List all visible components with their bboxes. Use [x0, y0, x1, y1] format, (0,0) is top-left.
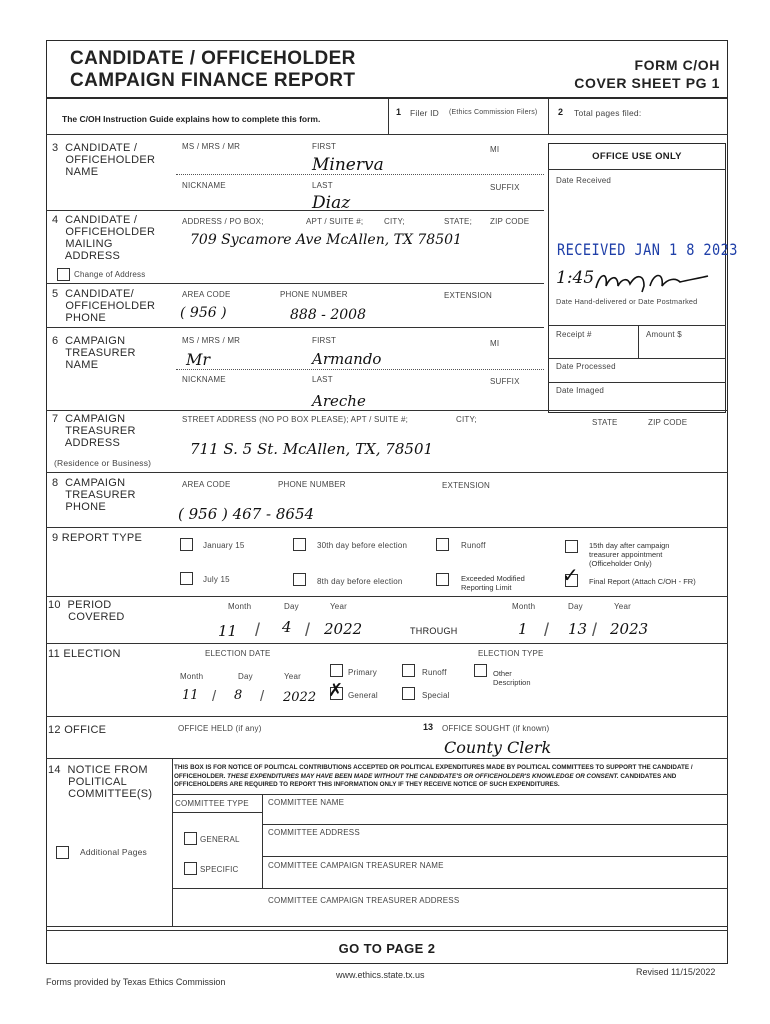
treasurer-title: Mr [186, 350, 211, 369]
s3-first-label: FIRST [312, 142, 337, 151]
divider [46, 758, 728, 759]
received-stamp: RECEIVED JAN 1 8 2023 [557, 240, 738, 259]
divider [46, 283, 544, 284]
committee-treasurer-address-label: COMMITTEE CAMPAIGN TREASURER ADDRESS [268, 896, 460, 905]
period-to-month: 1 [518, 620, 528, 638]
s8-area-label: AREA CODE [182, 480, 231, 489]
election-primary-checkbox[interactable] [330, 664, 343, 677]
committee-notice [174, 764, 720, 790]
section-10-label: 10 PERIOD COVERED [48, 599, 125, 623]
committee-specific-label: SPECIFIC [200, 865, 239, 874]
divider [548, 358, 726, 359]
divider [46, 716, 728, 717]
committee-general-checkbox[interactable] [184, 832, 197, 845]
s6-first-label: FIRST [312, 336, 337, 345]
election-day-label: Day [238, 672, 253, 681]
divider [548, 169, 726, 170]
report-july-15-checkbox[interactable] [180, 572, 193, 585]
s5-phone-label: PHONE NUMBER [280, 290, 348, 299]
candidate-last-name: Diaz [312, 193, 351, 213]
s4-apt-label: APT / SUITE #; [306, 217, 364, 226]
divider [46, 926, 728, 927]
filer-id-num: 1 [396, 107, 402, 117]
office-held-label: OFFICE HELD (if any) [178, 724, 262, 733]
committee-name-label: COMMITTEE NAME [268, 798, 345, 807]
divider [46, 643, 728, 644]
s6-suffix-label: SUFFIX [490, 377, 520, 386]
section-13-num: 13 [423, 722, 434, 732]
form-id-line2: COVER SHEET PG 1 [574, 75, 720, 91]
treasurer-last-name: Areche [312, 392, 366, 410]
divider [548, 325, 726, 326]
date-slash: / [544, 620, 550, 640]
amount-label: Amount $ [646, 330, 682, 339]
office-use-title: OFFICE USE ONLY [592, 151, 682, 162]
s3-nickname-label: NICKNAME [182, 181, 226, 190]
report-exceeded-label: Exceeded Modified Reporting Limit [461, 574, 525, 592]
report-july-15-label: July 15 [203, 575, 230, 584]
form-id-line1: FORM C/OH [634, 57, 720, 73]
divider [46, 527, 728, 528]
period-to-year: 2023 [610, 620, 649, 638]
report-30th-day-label: 30th day before election [317, 541, 408, 550]
committee-treasurer-name-label: COMMITTEE CAMPAIGN TREASURER NAME [268, 861, 444, 870]
election-other-label: Other Description [493, 669, 531, 687]
form-title-line1: CANDIDATE / OFFICEHOLDER [70, 48, 356, 69]
s5-area-label: AREA CODE [182, 290, 231, 299]
divider [172, 888, 728, 889]
s4-address-label: ADDRESS / PO BOX; [182, 217, 264, 226]
instruction-text: The C/OH Instruction Guide explains how to complete this form. [62, 114, 321, 124]
s6-nickname-label: NICKNAME [182, 375, 226, 384]
candidate-first-name: Minerva [312, 155, 384, 175]
candidate-phone: 888 - 2008 [290, 307, 366, 323]
divider [172, 758, 173, 926]
dotted-rule [176, 174, 544, 175]
report-8th-day-checkbox[interactable] [293, 573, 306, 586]
treasurer-first-name: Armando [312, 350, 382, 368]
section-3-label: 3 CANDIDATE / OFFICEHOLDER NAME [52, 142, 156, 178]
from-day-label: Day [284, 602, 299, 611]
s4-city-label: CITY; [384, 217, 405, 226]
s6-last-label: LAST [312, 375, 333, 384]
s3-ms-label: MS / MRS / MR [182, 142, 241, 151]
s4-zip-label: ZIP CODE [490, 217, 530, 226]
row-divider [46, 134, 728, 135]
filer-id-label: Filer ID [410, 108, 439, 118]
office-sought-label: OFFICE SOUGHT (if known) [442, 724, 550, 733]
section-7-label: 7 CAMPAIGN TREASURER ADDRESS [52, 413, 136, 449]
election-runoff-checkbox[interactable] [402, 664, 415, 677]
report-runoff-checkbox[interactable] [436, 538, 449, 551]
section-4-label: 4 CANDIDATE / OFFICEHOLDER MAILING ADDRESS [52, 214, 156, 262]
divider [46, 472, 728, 473]
period-from-year: 2022 [324, 620, 363, 638]
period-from-day: 4 [282, 618, 292, 636]
additional-pages-label: Additional Pages [80, 847, 147, 857]
election-year-value: 2022 [283, 690, 317, 705]
election-primary-label: Primary [348, 668, 377, 677]
date-slash: / [305, 620, 311, 640]
section-11-label: 11 ELECTION [48, 648, 121, 660]
section-14-label: 14 NOTICE FROM POLITICAL COMMITTEE(S) [48, 764, 153, 800]
divider [262, 824, 728, 825]
section-9-label: 9 REPORT TYPE [52, 532, 143, 544]
form-title-line2: CAMPAIGN FINANCE REPORT [70, 70, 356, 91]
received-initials-signature [592, 268, 712, 294]
divider [46, 327, 544, 328]
s3-mi-label: MI [490, 145, 500, 154]
change-of-address-label: Change of Address [74, 270, 146, 279]
committee-specific-checkbox[interactable] [184, 862, 197, 875]
footer-provided-by: Forms provided by Texas Ethics Commission [46, 977, 226, 987]
s6-mi-label: MI [490, 339, 500, 348]
s3-last-label: LAST [312, 181, 333, 190]
s5-ext-label: EXTENSION [444, 291, 493, 300]
divider [548, 382, 726, 383]
date-processed-label: Date Processed [556, 362, 616, 371]
s7-city-label: CITY; [456, 415, 477, 424]
report-january-15-label: January 15 [203, 541, 245, 550]
footer-url: www.ethics.state.tx.us [336, 970, 425, 980]
change-of-address-checkbox[interactable] [57, 268, 70, 281]
divider [548, 99, 549, 134]
total-pages-label: Total pages filed: [574, 108, 642, 118]
s7-state-label: STATE [592, 418, 618, 427]
divider [388, 99, 389, 134]
election-date-label: ELECTION DATE [205, 649, 271, 658]
section-5-label: 5 CANDIDATE/ OFFICEHOLDER PHONE [52, 288, 156, 324]
candidate-area-code: ( 956 ) [180, 305, 227, 321]
committee-address-label: COMMITTEE ADDRESS [268, 828, 360, 837]
s3-suffix-label: SUFFIX [490, 183, 520, 192]
report-15th-day-checkbox[interactable] [565, 540, 578, 553]
election-year-label: Year [284, 672, 301, 681]
header-divider [46, 97, 728, 99]
report-exceeded-checkbox[interactable] [436, 573, 449, 586]
period-to-day: 13 [568, 620, 588, 638]
election-runoff-label: Runoff [422, 668, 447, 677]
treasurer-address: 711 S. 5 St. McAllen, TX, 78501 [190, 440, 434, 458]
s7-street-label: STREET ADDRESS (NO PO BOX PLEASE); APT / SUITE #; [182, 415, 409, 424]
dotted-rule [176, 369, 544, 370]
election-month-label: Month [180, 672, 204, 681]
election-month-value: 11 [182, 688, 199, 703]
divider [262, 794, 263, 888]
total-pages-num: 2 [558, 107, 564, 117]
election-type-label: ELECTION TYPE [478, 649, 544, 658]
report-january-15-checkbox[interactable] [180, 538, 193, 551]
s7-zip-label: ZIP CODE [648, 418, 688, 427]
report-final-check-mark: ✓ [562, 563, 579, 587]
election-general-label: General [348, 691, 378, 700]
date-imaged-label: Date Imaged [556, 386, 605, 395]
candidate-address: 709 Sycamore Ave McAllen, TX 78501 [190, 232, 462, 248]
section-12-label: 12 OFFICE [48, 724, 107, 736]
date-slash: / [212, 688, 217, 705]
divider [46, 210, 544, 211]
report-8th-day-label: 8th day before election [317, 577, 403, 586]
s8-ext-label: EXTENSION [442, 481, 491, 490]
received-time: 1:45 [556, 268, 595, 288]
divider [638, 325, 639, 358]
election-special-checkbox[interactable] [402, 687, 415, 700]
section-6-label: 6 CAMPAIGN TREASURER NAME [52, 335, 136, 371]
election-general-mark: ✗ [328, 680, 344, 701]
divider [46, 596, 728, 597]
to-day-label: Day [568, 602, 583, 611]
report-15th-day-label: 15th day after campaign treasurer appointment (Officeholder Only) [589, 541, 670, 568]
s6-ms-label: MS / MRS / MR [182, 336, 241, 345]
from-year-label: Year [330, 602, 347, 611]
election-other-checkbox[interactable] [474, 664, 487, 677]
divider [172, 794, 728, 795]
date-slash: / [255, 620, 261, 640]
additional-pages-checkbox[interactable] [56, 846, 69, 859]
election-day-value: 8 [234, 688, 243, 703]
date-slash: / [260, 688, 265, 705]
to-year-label: Year [614, 602, 631, 611]
to-month-label: Month [512, 602, 536, 611]
election-special-label: Special [422, 691, 450, 700]
report-final-label: Final Report (Attach C/OH - FR) [589, 577, 696, 586]
office-sought-value: County Clerk [444, 738, 552, 757]
divider [172, 812, 262, 813]
s8-phone-label: PHONE NUMBER [278, 480, 346, 489]
divider [262, 856, 728, 857]
period-from-month: 11 [218, 622, 238, 640]
date-slash: / [592, 620, 598, 640]
divider [46, 410, 728, 411]
filer-id-note: (Ethics Commission Filers) [449, 109, 538, 116]
date-received-label: Date Received [556, 176, 612, 185]
receipt-label: Receipt # [556, 330, 592, 339]
committee-general-label: GENERAL [200, 835, 240, 844]
report-runoff-label: Runoff [461, 541, 486, 550]
committee-notice-part-b: THESE EXPENDITURES MAY HAVE BEEN MADE WITHOUT THE CANDIDATE'S OR OFFICEHOLDER'S KNOWLEDGE OR CONSENT. [225, 772, 619, 780]
go-to-page-2: GO TO PAGE 2 [338, 941, 436, 956]
treasurer-phone: ( 956 ) 467 - 8654 [178, 505, 315, 523]
from-month-label: Month [228, 602, 252, 611]
committee-notice-part-c: CANDIDATES AND OFFICEHOLDERS ARE REQUIRED TO REPORT THIS INFORMATION ONLY IF THEY RECEIVE NOTICE OF SUCH EXPENDITURES. [174, 772, 677, 788]
section-8-label: 8 CAMPAIGN TREASURER PHONE [52, 477, 136, 513]
committee-type-label: COMMITTEE TYPE [175, 799, 249, 808]
footer-revised: Revised 11/15/2022 [636, 967, 716, 977]
report-30th-day-checkbox[interactable] [293, 538, 306, 551]
period-through-label: THROUGH [410, 626, 458, 636]
committee-notice-part-a: THIS BOX IS FOR NOTICE OF POLITICAL CONTRIBUTIONS ACCEPTED OR POLITICAL EXPENDITURES MADE BY POLITICAL COMMITTEES TO SUPPORT THE CANDIDATE / OFFICEHOLDER. [174, 764, 693, 780]
s7-sublabel: (Residence or Business) [54, 458, 152, 468]
divider [46, 930, 728, 931]
s4-state-label: STATE; [444, 217, 473, 226]
date-hand-delivered-label: Date Hand-delivered or Date Postmarked [556, 297, 698, 306]
